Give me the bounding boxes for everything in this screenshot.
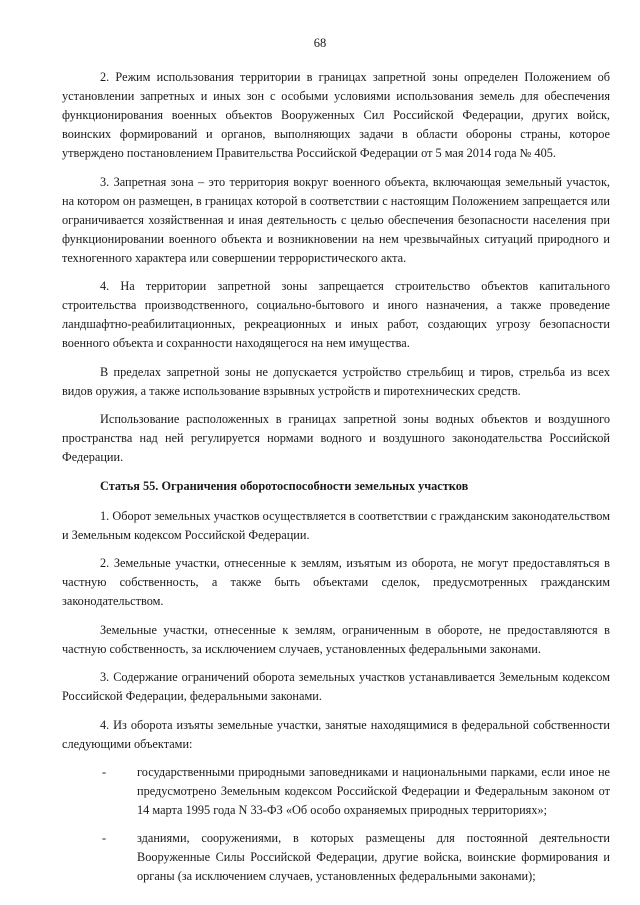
paragraph-article-2-restricted: Земельные участки, отнесенные к землям, ограниченным в обороте, не предоставляются в частную собственность, за исключением случаев, установленных федеральными законами. [62, 622, 610, 656]
list-item [62, 763, 610, 820]
list-item [62, 829, 610, 886]
document-body [62, 68, 610, 895]
page-number: 68 [313, 36, 327, 50]
bullet-dash: - [102, 765, 107, 779]
paragraph-zone-prohibitions: 4. На территории запретной зоны запрещается строительство объектов капитального строительства производственного, социально-бытового и иного назначения, а также проведение ландшафтно-реабилитационных, рекреационных и иных работ, создающих угрозу безопасности военного объекта и сохранности находящегося на нем имущества. [62, 279, 610, 350]
bullet-dash: - [102, 831, 107, 845]
list-item-text: государственными природными заповедниками и национальными парками, если иное не предусмотрено Земельным кодексом Российской Федерации и Федеральным законом от 14 марта 1995 года N 33-ФЗ «Об особо охраняемых природных территориях»; [137, 765, 610, 817]
paragraph-article-3: 3. Содержание ограничений оборота земельных участков устанавливается Земельным кодексом Российской Федерации, федеральными законами. [62, 670, 610, 703]
article-heading: Статья 55. Ограничения оборотоспособности земельных участков [100, 478, 469, 493]
paragraph-water-airspace: Использование расположенных в границах запретной зоны водных объектов и воздушного пространства над ней регулируется нормами водного и воздушного законодательства Российской Федерации. [62, 412, 610, 464]
paragraph-article-1: 1. Оборот земельных участков осуществляется в соответствии с гражданским законодательством и Земельным кодексом Российской Федерации. [62, 508, 610, 542]
paragraph-zone-regime: 2. Режим использования территории в границах запретной зоны определен Положением об установлении запретных и иных зон с особыми условиями использования земель для обеспечения функционирования военных объектов Вооруженных Сил Российской Федерации, других войск, воинских формирований и органов, выполняющих задачи в области обороны страны, которое утверждено постановлением Правительства Российской Федерации от 5 мая 2014 года № 405. [62, 70, 610, 160]
paragraph-article-2: 2. Земельные участки, отнесенные к землям, изъятым из оборота, не могут предоставляться в частную собственность, а также быть объектами сделок, предусмотренных гражданским законодательством. [62, 556, 610, 608]
paragraph-zone-definition: 3. Запретная зона – это территория вокруг военного объекта, включающая земельный участок, на котором он размещен, в границах которой в соответствии с настоящим Положением запрещается или ограничивается хозяйственная и иная деятельность с целью обеспечения безопасности населения при функционировании военного объекта и возникновении на нем чрезвычайных ситуаций природного и техногенного характера или совершении террористического акта. [62, 174, 610, 265]
paragraph-article-4: 4. Из оборота изъяты земельные участки, занятые находящимися в федеральной собственности следующими объектами: [62, 717, 610, 751]
paragraph-shooting-ban: В пределах запретной зоны не допускается устройство стрельбищ и тиров, стрельба из всех видов оружия, а также использование взрывных устройств и пиротехнических средств. [62, 364, 610, 398]
list-item-text: зданиями, сооружениями, в которых размещены для постоянной деятельности Вооруженные Силы Российской Федерации, другие войска, воинские формирования и органы (за исключением случаев, установленных федеральными законами); [137, 831, 610, 883]
